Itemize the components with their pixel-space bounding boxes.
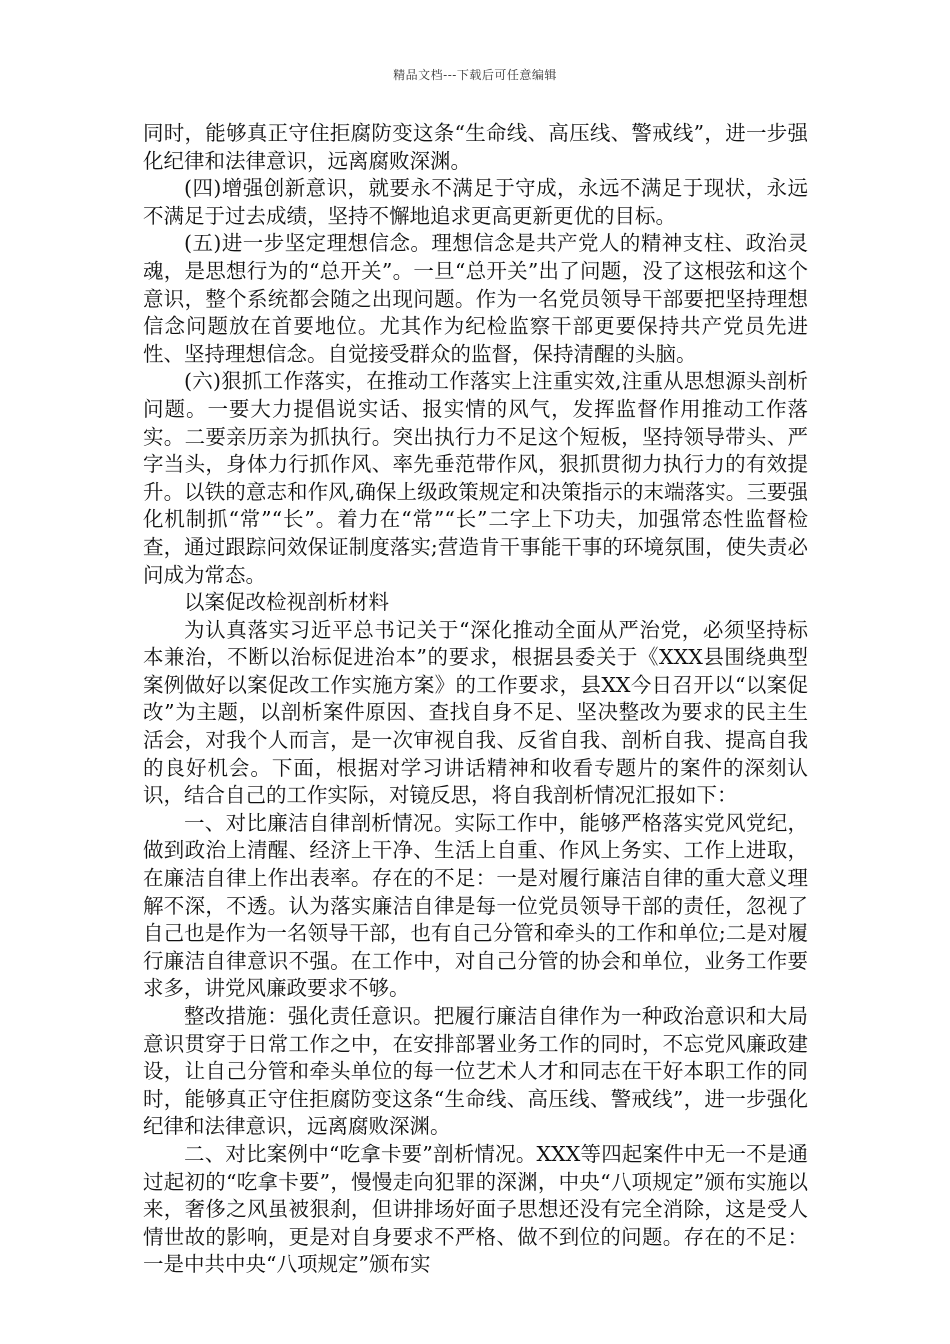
- document-body: [143, 120, 808, 1277]
- page-header: 精品文档---下载后可任意编辑: [393, 68, 557, 82]
- paragraph-3: (五)进一步坚定理想信念。理想信念是共产党人的精神支柱、政治灵魂，是思想行为的“总开关”。一旦“总开关”出了问题，没了这根弦和这个意识，整个系统都会随之出现问题。作为一名党员领导干部要把坚持理想信念问题放在首要地位。尤其作为纪检监察干部更要保持共产党员先进性、坚持理想信念。自觉接受群众的监督，保持清醒的头脑。: [143, 231, 808, 366]
- paragraph-5: 为认真落实习近平总书记关于“深化推动全面从严治党，必须坚持标本兼治，不断以治标促进治本”的要求，根据县委关于《XXX县围绕典型案例做好以案促改工作实施方案》的工作要求，县XX今日召开以“以案促改”为主题，以剖析案件原因、查找自身不足、坚决整改为要求的民主生活会，对我个人而言，是一次审视自我、反省自我、剖析自我、提高自我的良好机会。下面，根据对学习讲话精神和收看专题片的案件的深刻认识，结合自己的工作实际，对镜反思，将自我剖析情况汇报如下：: [143, 617, 808, 808]
- paragraph-8: 二、对比案例中“吃拿卡要”剖析情况。XXX等四起案件中无一不是通过起初的“吃拿卡要”，慢慢走向犯罪的深渊，中央“八项规定”颁布实施以来，奢侈之风虽被狠刹，但讲排场好面子思想还没有完全消除，这是受人情世故的影响，更是对自身要求不严格、做不到位的问题。存在的不足：一是中共中央“八项规定”颁布实: [143, 1141, 808, 1277]
- paragraph-1: 同时，能够真正守住拒腐防变这条“生命线、高压线、警戒线”，进一步强化纪律和法律意识，远离腐败深渊。: [143, 121, 808, 173]
- section-heading: 以案促改检视剖析材料: [184, 590, 389, 615]
- paragraph-6: 一、对比廉洁自律剖析情况。实际工作中，能够严格落实党风党纪，做到政治上清醒、经济上干净、生活上自重、作风上务实、工作上进取，在廉洁自律上作出表率。存在的不足：一是对履行廉洁自律的重大意义理解不深，不透。认为落实廉洁自律是每一位党员领导干部的责任，忽视了自己也是作为一名领导干部，也有自己分管和牵头的工作和单位;二是对履行廉洁自律意识不强。在工作中，对自己分管的协会和单位，业务工作要求多，讲党风廉政要求不够。: [143, 810, 808, 1001]
- paragraph-2: (四)增强创新意识，就要永不满足于守成，永远不满足于现状，永远不满足于过去成绩，坚持不懈地追求更高更新更优的目标。: [143, 176, 808, 228]
- paragraph-4: (六)狠抓工作落实，在推动工作落实上注重实效,注重从思想源头剖析问题。一要大力提倡说实话、报实情的风气，发挥监督作用推动工作落实。二要亲历亲为抓执行。突出执行力不足这个短板，坚持领导带头、严字当头，身体力行抓作风、率先垂范带作风，狠抓贯彻力执行力的有效提升。以铁的意志和作风,确保上级政策规定和决策指示的末端落实。三要强化机制抓“常”“长”。着力在“常”“长”二字上下功夫，加强常态性监督检查，通过跟踪问效保证制度落实;营造肯干事能干事的环境氛围，使失责必问成为常态。: [143, 369, 808, 587]
- paragraph-7: 整改措施：强化责任意识。把履行廉洁自律作为一种政治意识和大局意识贯穿于日常工作之中，在安排部署业务工作的同时，不忘党风廉政建设，让自己分管和牵头单位的每一位艺术人才和同志在干好本职工作的同时，能够真正守住拒腐防变这条“生命线、高压线、警戒线”，进一步强化纪律和法律意识，远离腐败深渊。: [143, 1004, 808, 1139]
